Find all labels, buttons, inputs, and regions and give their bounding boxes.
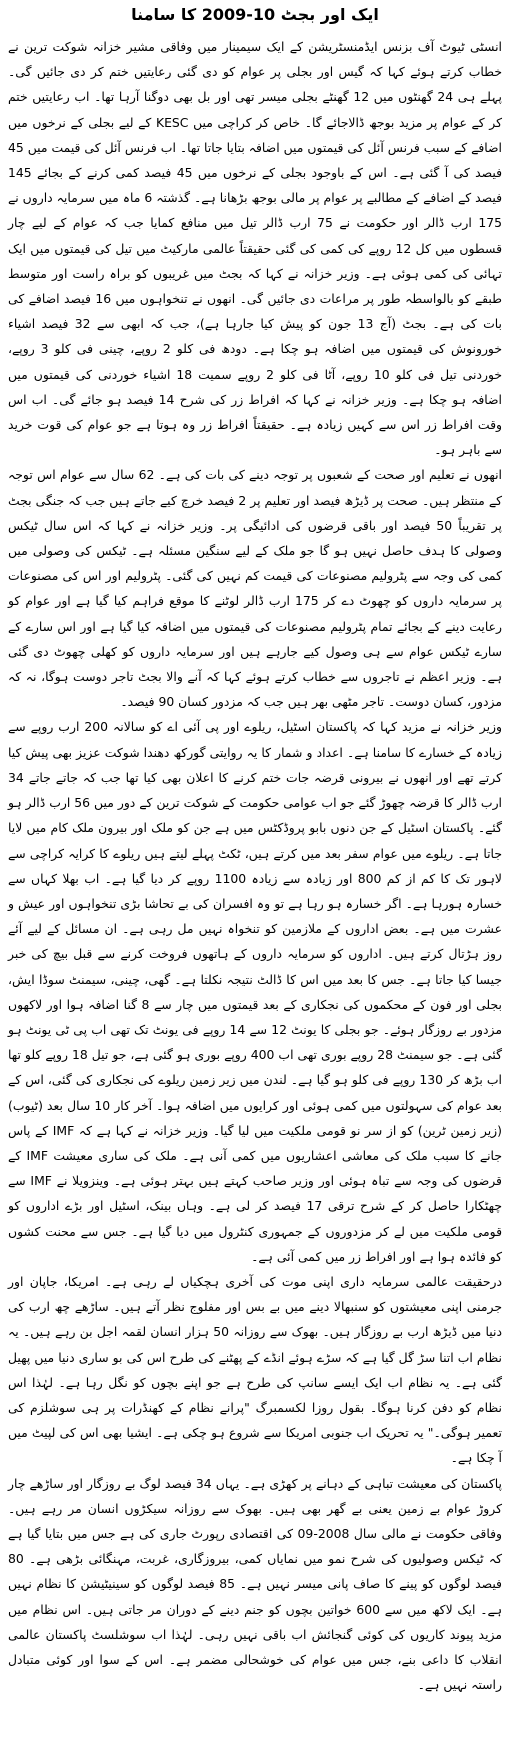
article-paragraph-1: انسٹی ٹیوٹ آف بزنس ایڈمنسٹریشن کے ایک سیمینار میں وفاقی مشیر خزانہ شوکت ترین نے خطاب کرتے ہوئے کہا کہ گیس اور بجلی پر عوام کو دی گئی رعایتیں ختم کر دی جائیں گی۔ پہلے ہی 24 گھنٹوں میں 12 گھنٹے بجلی میسر تھی اور بل بھی دوگنا آرہا تھا۔ اب رعایتیں ختم کر کے عوام پر مزید بوجھ ڈالاجائے گا۔ خاص کر کراچی میں KESC کے لیے بجلی کے نرخوں میں اضافے کے سبب فرنس آئل کی قیمتوں میں اضافہ بتایا جاتا تھا۔ اب فرنس آئل کی قیمت میں 45 فیصد کی آ گئی ہے۔ اس کے باوجود بجلی کے نرخوں میں 45 فیصد کمی کرنے کے بجائے 145 فیصد کے اضافے کے مطالبے پر عوام پر مالی بوجھ بڑھانا ہے۔ گذشتہ 6 ماہ میں سرمایہ داروں نے 175 ارب ڈالر اور حکومت نے 75 ارب ڈالر تیل میں منافع کمایا جب کہ عوام کے لیے چار قسطوں میں کل 12 روپے کی کمی کی گئی حقیقتاً عالمی مارکیٹ میں تیل کی قیمتوں میں ایک تہائی کی کمی ہوئی ہے۔ وزیر خزانہ نے کہا کہ بجٹ میں غریبوں کو براہ راست اور متوسط طبقے کو بالواسطہ طور پر مراعات دی جائیں گی۔ انھوں نے تنخواہوں میں 16 فیصد اضافے کی بات کی ہے۔ بجٹ (آج 13 جون کو پیش کیا جارہا ہے)، جب کہ ابھی سے 32 فیصد اشیاء خورونوش کی قیمتوں میں اضافہ ہو چکا ہے۔ دودھ فی کلو 2 روپے، چینی فی کلو 3 روپے، خوردنی تیل فی کلو 10 روپے، آٹا فی کلو 2 روپے سمیت 18 اشیاء خوردنی کی قیمتوں میں اضافہ ہو چکا ہے۔ وزیر خزانہ نے کہا کہ افراط زر کی شرح 14 فیصد ہو جائے گی۔ اب اس وقت افراط زر اس سے کہیں زیادہ ہے۔ حقیقتاً افراط زر وہ ہوتا ہے جو عوام کی قوت خرید سے باہر ہو۔	[8, 39, 503, 458]
article-body	[8, 34, 502, 1697]
article-paragraph-4: درحقیقت عالمی سرمایہ داری اپنی موت کی آخری ہچکیاں لے رہی ہے۔ امریکا، جاپان اور جرمنی اپنی معیشتوں کو سنبھالا دینے میں بے بس اور مفلوج نظر آتے ہیں۔ ساڑھے چھ ارب کی دنیا میں ڈیڑھ ارب بے روزگار ہیں۔ بھوک سے روزانہ 50 ہزار انسان لقمہ اجل بن رہے ہیں۔ یہ نظام اب اتنا سڑ گل گیا ہے کہ سڑے ہوئے انڈے کے پھٹنے کی طرح اس کی بو ساری دنیا میں پھیل گئی ہے۔ یہ نظام اب ایک ایسے سانپ کی طرح ہے جو اپنے بچوں کو نگل رہا ہے۔ لہٰذا اس نظام کو دفن کرنا ہوگا۔ بقول روزا لکسمبرگ "پرانے نظام کے کھنڈرات پر ہی سوشلزم کی تعمیر ہوگی۔" یہ تحریک اب جنوبی امریکا سے شروع ہو چکی ہے۔ ایشیا بھی اس کی لپیٹ میں آ چکا ہے۔	[8, 1273, 503, 1466]
article-headline: ایک اور بجٹ 10-2009 کا سامنا	[131, 5, 379, 24]
article-paragraph-2: انھوں نے تعلیم اور صحت کے شعبوں پر توجہ دینے کی بات کی ہے۔ 62 سال سے عوام اس توجہ کے منتظر ہیں۔ صحت پر ڈیڑھ فیصد اور تعلیم پر 2 فیصد خرچ کیے جاتے ہیں جب کہ جنگی بجٹ پر تقریباً 50 فیصد اور باقی قرضوں کی ادائیگی پر۔ وزیر خزانہ نے کہا کہ اس سال ٹیکس وصولی کا ہدف حاصل نہیں ہو گا جو ملک کے لیے سنگین مسئلہ ہے۔ ٹیکس کی وصولی میں کمی کی وجہ سے پٹرولیم مصنوعات کی قیمت کم نہیں کی گئی۔ پٹرولیم اور اس کی مصنوعات پر سرمایہ داروں کو چھوٹ دے کر 175 ارب ڈالر لوٹنے کا موقع فراہم کیا گیا ہے اور عوام کو رعایت دینے کے بجائے تمام پٹرولیم مصنوعات کی قیمتوں میں اضافہ کیا گیا ہے اور اس سارے کے سارے ٹیکس عوام سے ہی وصول کیے جارہے ہیں اور سرمایہ داروں کو کھلی چھوٹ دی گئی ہے۔ وزیر اعظم نے تاجروں سے خطاب کرتے ہوئے کہا کہ آنے والا بجٹ تاجر دوست ہوگا، نہ کہ مزدور، کسان دوست۔ تاجر مٹھی بھر ہیں جب کہ مزدور کسان 90 فیصد۔	[8, 467, 502, 710]
article-paragraph-5: پاکستان کی معیشت تباہی کے دہانے پر کھڑی ہے۔ یہاں 34 فیصد لوگ بے روزگار اور ساڑھے چار کروڑ عوام بے زمین یعنی بے گھر بھی ہیں۔ بھوک سے روزانہ سیکڑوں انسان مر رہے ہیں۔ وفاقی حکومت نے مالی سال 2008-09 کی اقتصادی رپورٹ جاری کی ہے جس میں بتایا گیا ہے کہ ٹیکس وصولیوں کی شرح نمو میں نمایاں کمی، بیروزگاری، غربت، مہنگائی بڑھی ہے۔ 80 فیصد لوگوں کو پینے کا صاف پانی میسر نہیں ہے۔ 85 فیصد لوگوں کو سینیٹیشن کا نظام نہیں ہے۔ ایک لاکھ میں سے 600 خواتین بچوں کو جنم دینے کے دوران مر جاتی ہیں۔ اس نظام میں مزید پیوند کاریوں کی کوئی گنجائش اب باقی نہیں رہی۔ لہٰذا اب سوشلسٹ پاکستان عالمی انقلاب کا داعی بنے، جس میں عوام کی خوشحالی مضمر ہے۔ اس کے سوا اور کوئی متبادل راستہ نہیں ہے۔	[8, 1475, 502, 1693]
article-paragraph-3: وزیر خزانہ نے مزید کہا کہ پاکستان اسٹیل، ریلوے اور پی آئی اے کو سالانہ 200 ارب روپے سے زیادہ کے خسارے کا سامنا ہے۔ اعداد و شمار کا یہ روایتی گورکھ دھندا شوکت عزیز بھی پیش کیا کرتے تھے اور انھوں نے بیرونی قرضہ جات ختم کرنے کا اعلان بھی کیا تھا جب کہ جاتے جاتے 34 ارب ڈالر کا قرضہ چھوڑ گئے جو اب عوامی حکومت کے شوکت ترین کے دور میں 56 ارب ڈالر ہو گئے۔ پاکستان اسٹیل کے جن دنوں بابو پروڈکٹس میں ہے جن کو ملک اور بیرون ملک کام میں لایا جاتا ہے۔ ریلوے میں عوام سفر بعد میں کرتے ہیں، ٹکٹ پہلے لیتے ہیں ریلوے کا کرایہ کراچی سے لاہور تک کا کم از کم 800 اور زیادہ سے زیادہ 1100 روپے کر دیا گیا ہے۔ اب بھلا کہاں سے خسارہ ہورہا ہے۔ اگر خسارہ ہو رہا ہے تو وہ افسران کی بے تحاشا بڑی تنخواہوں اور عیش و عشرت میں ہے۔ بعض اداروں کے ملازمین کو تنخواہ نہیں مل رہی ہے۔ ان مسائل کے لیے آئے روز ہڑتال کرتے ہیں۔ اداروں کو سرمایہ داروں کے ہاتھوں فروخت کرنے سے قبل بیچ کی خبر جیسا کیا جاتا ہے۔ جس کا بعد میں اس کا ڈالٹ نتیجہ نکلتا ہے۔ گھی، چینی، سیمنٹ سوڈا ایش، بجلی اور فون کے محکموں کی نجکاری کے بعد قیمتوں میں چار سے 8 گنا اضافہ ہوا اور لاکھوں مزدور بے روزگار ہوئے۔ جو بجلی کا یونٹ 12 سے 14 روپے فی یونٹ تک تھی اب پی ٹی یونٹ ہو گئی ہے۔ جو سیمنٹ 28 روپے بوری تھی اب 400 روپے بوری ہو گئی ہے، جو تیل 18 روپے کلو تھا اب بڑھ کر 130 روپے فی کلو ہو گیا ہے۔ لندن میں زیر زمین ریلوے کی نجکاری کی گئی، اس کے بعد عوام کی سہولتوں میں کمی ہوئی اور کرایوں میں اضافہ ہوا۔ آخر کار 10 سال بعد (ٹیوب) (زیر زمین ٹرین) کو از سر نو قومی ملکیت میں لیا گیا۔ وزیر خزانہ نے کہا ہے کہ IMF کے پاس جانے کا سبب ملک کی معاشی اعشاریوں میں کمی آنی ہے۔ ملک کی ساری معیشت IMF کے قرضوں کی وجہ سے تباہ ہوئی اور وزیر صاحب کہتے ہیں بہتر ہوئی ہے۔ وینزویلا نے IMF سے چھٹکارا حاصل کر کے شرح ترقی 17 فیصد کر لی ہے۔ وہاں بینک، اسٹیل اور بڑے اداروں کو قومی ملکیت میں لے کر مزدوروں کے جمہوری کنٹرول میں دیا گیا ہے۔ جس سے محنت کشوں کو فائدہ ہوا ہے اور افراط زر میں کمی آئی ہے۔	[8, 719, 502, 1264]
